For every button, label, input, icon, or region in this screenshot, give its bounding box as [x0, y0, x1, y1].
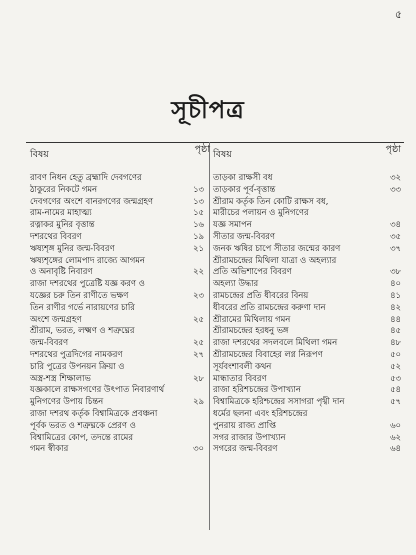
toc-entry	[213, 373, 401, 385]
entry-page-number: ৪৫	[390, 325, 401, 336]
toc-entry	[213, 349, 401, 361]
entry-title: বিশ্বামিত্রকে হরিশ্চন্দ্রের সসাগরা পৃথ্বী দান	[213, 396, 345, 407]
toc-entry	[30, 207, 210, 219]
toc-entry	[213, 196, 401, 231]
entry-page-number: ২৯	[193, 396, 204, 407]
toc-entry	[213, 184, 401, 196]
column-header	[30, 146, 210, 172]
entry-title: দশরথের পুত্রদিগের নামকরণ	[30, 348, 123, 359]
entry-title: ঋষ্যশৃঙ্গ মুনির জন্ম-বিবরণ	[30, 242, 115, 253]
toc-entry	[30, 278, 210, 302]
entry-page-number: ২২	[193, 266, 204, 277]
toc-entry	[30, 302, 210, 326]
toc-entry	[213, 302, 401, 314]
toc-entry	[213, 432, 401, 444]
entry-page-number: ৪৪	[390, 313, 401, 324]
entry-page-number: ৩০	[193, 443, 204, 454]
toc-entry	[213, 361, 401, 373]
entry-page-number: ১৩	[193, 195, 204, 206]
entry-title: ঋষ্যশৃঙ্গের লোমপাদ রাজ্যে আগমন ও অনাবৃষ্টি নিবারণ	[30, 254, 145, 277]
toc-entry	[30, 243, 210, 255]
entry-page-number: ২৩	[193, 289, 204, 300]
entry-title: রাম-নামের মাহাত্ম্য	[30, 207, 92, 218]
entry-title: তাড়কা রাক্ষসী বধ	[213, 172, 273, 182]
toc-entry	[30, 172, 210, 196]
toc-list	[213, 172, 401, 455]
entry-title: তাড়কার পূর্ব-বৃত্তান্ত	[213, 183, 276, 194]
entry-page-number: ১৯	[193, 230, 204, 241]
entry-page-number: ৪১	[390, 289, 401, 300]
entry-title: দেবগণের অংশে বানরগণের জন্মগ্রহণ	[30, 195, 153, 206]
toc-entry	[30, 384, 210, 408]
entry-title: শ্রীরাম, ভরত, লক্ষ্মণ ও শত্রুঘ্নের জন্ম-বিবরণ	[30, 325, 135, 348]
entry-page-number: ২৫	[193, 313, 204, 324]
entry-page-number: ৫২	[390, 360, 401, 371]
entry-page-number: ৩২	[390, 172, 401, 182]
entry-page-number: ২১	[193, 242, 204, 253]
toc-list	[30, 172, 210, 455]
toc-entry	[213, 243, 401, 255]
entry-title: শ্রীরামচন্দ্রের মিথিলা যাত্রা ও অহল্যার প্রতি অভিশাপের বিবরণ	[213, 254, 337, 277]
entry-title: চারি পুত্রের উপনয়ন ক্রিয়া ও অস্ত্র-শস্ত্র শিক্ষালাভ	[30, 360, 125, 383]
entry-page-number: ৪০	[390, 278, 401, 289]
entry-title: শ্রীরামচন্দ্রের বিবাহের লগ্ন নিরূপণ	[213, 348, 323, 359]
entry-page-number: ১৩	[193, 183, 204, 194]
entry-title: রামচন্দ্রের প্রতি ধীবরের বিনয়	[213, 289, 309, 300]
column-header	[213, 146, 401, 172]
entry-title: দশরথের বিবরণ	[30, 230, 82, 241]
entry-title: রাজা দশরথের সদলবলে মিথিলা গমন	[213, 337, 338, 348]
entry-title: সীতার জন্ম-বিবরণ	[213, 230, 275, 241]
toc-entry	[30, 255, 210, 279]
entry-title: রাবণ নিধন হেতু ব্রহ্মাদি দেবগণের ঠাকুরের নিকটে গমন	[30, 172, 142, 194]
toc-entry	[213, 172, 401, 184]
toc-entry	[213, 278, 401, 290]
entry-title: রাজা দশরথ কর্তৃক বিশ্বামিত্রকে প্রবঞ্চনা পূর্বক ভরত ও শত্রুঘ্নকে প্রেরণ ও বিশ্বামিত্রের কোপ, তদন্তে রামের গমন স্বীকার	[30, 407, 158, 454]
entry-title: শ্রীরামচন্দ্রের হরধনু ভঙ্গ	[213, 325, 289, 336]
toc-entry	[30, 349, 210, 361]
entry-page-number: ৬২	[390, 431, 401, 442]
subject-header: বিষয়	[30, 149, 49, 160]
entry-title: মান্ধাতার বিবরণ	[213, 372, 267, 383]
entry-title: যজ্ঞকালে রাক্ষসগণের উৎপাত নিবারণার্থ মুনিগণের উপায় চিন্তন	[30, 384, 165, 407]
toc-entry	[30, 408, 210, 455]
page-header: পৃষ্ঠা	[385, 144, 401, 155]
page-number: ৫	[394, 8, 402, 21]
entry-title: রত্নাকর মুনির বৃত্তান্ত	[30, 219, 95, 230]
toc-entry	[213, 255, 401, 279]
entry-title: সগর রাজার উপাখ্যান	[213, 431, 286, 442]
entry-page-number: ১৬	[193, 219, 204, 230]
entry-page-number: ৬৪	[390, 443, 401, 454]
entry-title: শ্রীরাম কর্তৃক তিন কোটি রাক্ষস বধ, মারীচের পলায়ন ও মুনিগণের যজ্ঞ সমাপন	[213, 195, 329, 230]
entry-title: ধীবরের প্রতি রামচন্দ্রের করুণা দান	[213, 301, 326, 312]
page-header: পৃষ্ঠা	[194, 144, 210, 155]
entry-page-number: ৫৪	[390, 384, 401, 395]
entry-page-number: ৩৩	[390, 183, 401, 194]
entry-page-number: ৫০	[390, 348, 401, 359]
toc-entry	[213, 396, 401, 408]
toc-entry	[213, 290, 401, 302]
toc-entry	[213, 325, 401, 337]
toc-entry	[30, 325, 210, 349]
toc-entry	[213, 314, 401, 326]
entry-title: রাজা দশরথের পুত্রেষ্টি যজ্ঞ করণ ও যজ্ঞের চরু তিন রাণীতে ভক্ষণ	[30, 278, 145, 300]
top-rule-left	[26, 142, 209, 143]
toc-entry	[30, 361, 210, 385]
entry-page-number: ১৫	[193, 207, 204, 218]
top-rule-right	[210, 142, 404, 143]
entry-title: শ্রীরামের মিথিলায় গমন	[213, 313, 291, 324]
entry-page-number: ৫৭	[390, 396, 401, 407]
toc-entry	[30, 219, 210, 231]
entry-title: ধর্মের ছলনা এবং হরিশচন্দ্রের পুনরায় রাজ্য প্রাপ্তি	[213, 407, 308, 430]
toc-entry	[213, 408, 401, 432]
entry-page-number: ৫৩	[390, 372, 401, 383]
entry-page-number: ৩৭	[390, 242, 401, 253]
entry-title: সূর্যবংশাবলী কথন	[213, 360, 272, 371]
subject-header: বিষয়	[213, 149, 232, 160]
entry-page-number: ৩৮	[390, 266, 401, 277]
entry-page-number: ৬০	[390, 419, 401, 430]
toc-right-column	[213, 146, 401, 455]
entry-title: জনক ঋষির চাপে সীতার জন্মের কারণ	[213, 242, 341, 253]
entry-page-number: ২৫	[193, 337, 204, 348]
entry-page-number: ৪২	[390, 301, 401, 312]
entry-page-number: ৩৫	[390, 230, 401, 241]
entry-title: রাজা হরিশচন্দ্রের উপাখ্যান	[213, 384, 301, 395]
entry-page-number: ৪৮	[390, 337, 401, 348]
toc-entry	[213, 443, 401, 455]
entry-title: তিন রাণীর গর্ভে নারায়ণের চারি অংশে জন্মগ্রহণ	[30, 301, 135, 324]
toc-entry	[213, 231, 401, 243]
toc-entry	[213, 384, 401, 396]
toc-left-column	[30, 146, 210, 455]
entry-title: সগরের জন্ম-বিবরণ	[213, 443, 278, 454]
toc-entry	[30, 196, 210, 208]
entry-page-number: ৩৪	[390, 219, 401, 230]
toc-entry	[30, 231, 210, 243]
entry-page-number: ২৭	[193, 348, 204, 359]
toc-entry	[213, 337, 401, 349]
entry-page-number: ২৮	[193, 372, 204, 383]
page-title: সূচীপত্র	[171, 95, 245, 124]
entry-title: অহল্যা উদ্ধার	[213, 278, 259, 289]
